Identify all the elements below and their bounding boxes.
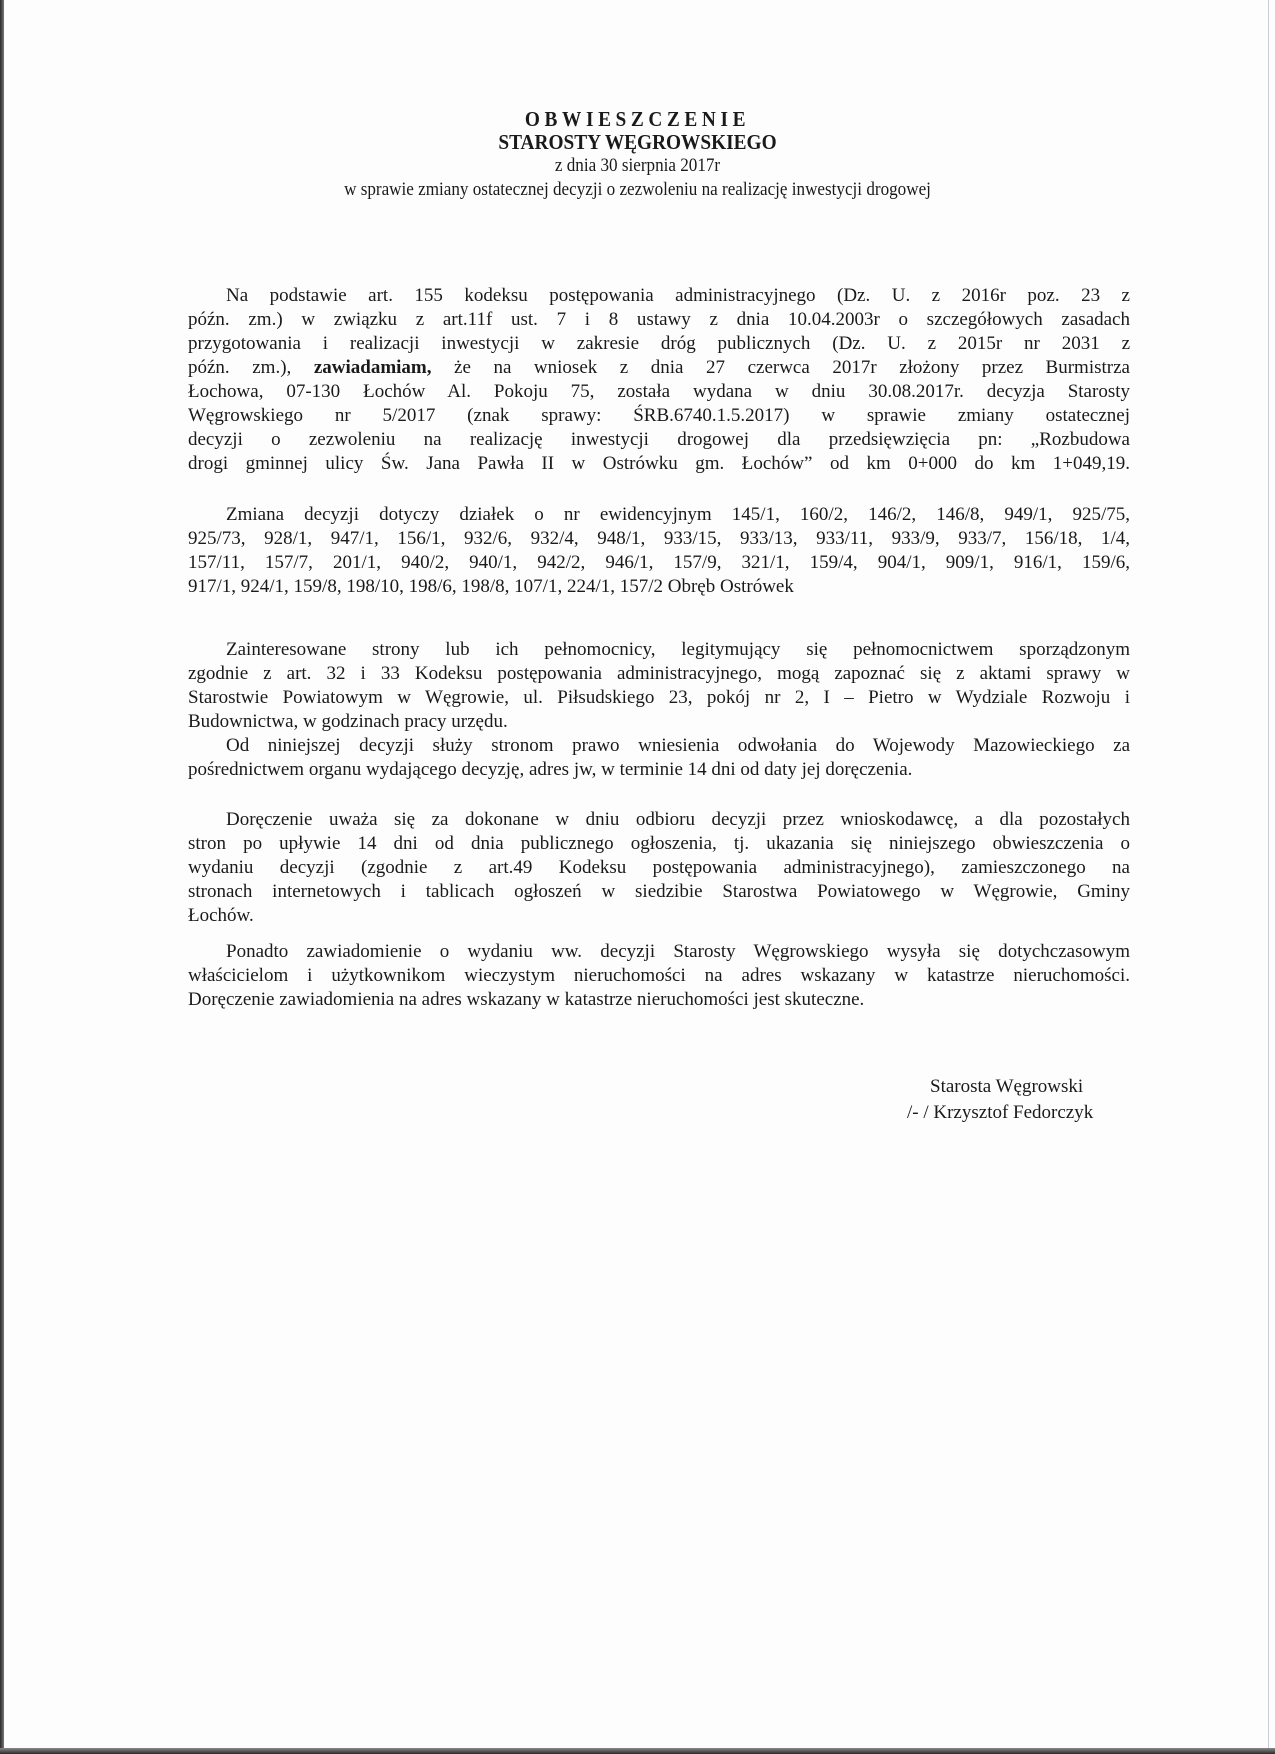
- text-line: 917/1, 924/1, 159/8, 198/10, 198/6, 198/8, 107/1, 224/1, 157/2 Obręb Ostrówek: [188, 576, 794, 597]
- text-line: Starostwie Powiatowym w Węgrowie, ul. Piłsudskiego 23, pokój nr 2, I – Pietro w Wydziale Rozwoju i: [188, 687, 1130, 708]
- text-line: stronach internetowych i tablicach ogłoszeń w siedzibie Starostwa Powiatowego w Węgrowie, Gminy: [188, 881, 1130, 902]
- text-line: 157/11, 157/7, 201/1, 940/2, 940/1, 942/2, 946/1, 157/9, 321/1, 159/4, 904/1, 909/1, 916/1, 159/6,: [188, 552, 1130, 573]
- text-line: Od niniejszej decyzji służy stronom prawo wniesienia odwołania do Wojewody Mazowieckiego za: [226, 735, 1130, 756]
- scan-edge-bottom: [0, 1748, 1275, 1754]
- text-line: Ponadto zawiadomienie o wydaniu ww. decyzji Starosty Węgrowskiego wysyła się dotychczasowym: [226, 941, 1130, 962]
- text-line: drogi gminnej ulicy Św. Jana Pawła II w Ostrówku gm. Łochów” od km 0+000 do km 1+049,19.: [188, 453, 1130, 474]
- text-line: Na podstawie art. 155 kodeksu postępowania administracyjnego (Dz. U. z 2016r poz. 23 z: [226, 285, 1130, 306]
- document-title: OBWIESZCZENIE: [524, 107, 751, 131]
- paragraph-delivery: [188, 808, 1130, 928]
- scan-edge-right: [1268, 0, 1269, 1754]
- text-line: późn. zm.) w związku z art.11f ust. 7 i 8 ustawy z dnia 10.04.2003r o szczegółowych zasadach: [188, 309, 1130, 330]
- bold-notice-word: zawiadamiam,: [313, 357, 432, 378]
- paragraph-appeal: [188, 734, 1130, 782]
- text-line: [188, 356, 1130, 380]
- paragraph-parcels: [188, 503, 1130, 599]
- text-line: Zmiana decyzji dotyczy działek o nr ewidencyjnym 145/1, 160/2, 146/2, 146/8, 949/1, 925/75,: [226, 504, 1130, 525]
- document-issuer: STAROSTY WĘGROWSKIEGO: [498, 130, 777, 154]
- text-line: wydaniu decyzji (zgodnie z art.49 Kodeksu postępowania administracyjnego), zamieszczonego na: [188, 857, 1130, 878]
- text-line: Doręczenie zawiadomienia na adres wskazany w katastrze nieruchomości jest skuteczne.: [188, 989, 865, 1010]
- document-subject: w sprawie zmiany ostatecznej decyzji o zezwoleniu na realizację inwestycji drogowej: [344, 179, 931, 200]
- text-run: późn. zm.),: [188, 357, 314, 378]
- text-line: Węgrowskiego nr 5/2017 (znak sprawy: ŚRB.6740.1.5.2017) w sprawie zmiany ostatecznej: [188, 405, 1130, 426]
- text-line: Zainteresowane strony lub ich pełnomocnicy, legitymujący się pełnomocnictwem sporządzonym: [226, 639, 1130, 660]
- text-line: Budownictwa, w godzinach pracy urzędu.: [188, 711, 508, 732]
- text-line: Łochów.: [188, 905, 254, 926]
- text-line: Łochowa, 07-130 Łochów Al. Pokoju 75, została wydana w dniu 30.08.2017r. decyzja Starosty: [188, 381, 1130, 402]
- text-line: 925/73, 928/1, 947/1, 156/1, 932/6, 932/4, 948/1, 933/15, 933/13, 933/11, 933/9, 933/7, 156/18, 1/4,: [188, 528, 1130, 549]
- document-date: z dnia 30 sierpnia 2017r: [554, 155, 721, 176]
- signature-office: Starosta Węgrowski: [930, 1076, 1084, 1097]
- paragraph-legal-basis: [188, 284, 1130, 476]
- text-line: przygotowania i realizacji inwestycji w zakresie dróg publicznych (Dz. U. z 2015r nr 2031 z: [188, 333, 1130, 354]
- paragraph-notification: [188, 940, 1130, 1012]
- scan-edge-left: [0, 0, 4, 1754]
- signature-name: /- / Krzysztof Fedorczyk: [907, 1102, 1094, 1123]
- text-line: stron po upływie 14 dni od dnia publicznego ogłoszenia, tj. ukazania się niniejszego obwieszczenia o: [188, 833, 1130, 854]
- paragraph-access-files: [188, 638, 1130, 734]
- text-line: Doręczenie uważa się za dokonane w dniu odbioru decyzji przez wnioskodawcę, a dla pozostałych: [226, 809, 1130, 830]
- text-line: pośrednictwem organu wydającego decyzję, adres jw, w terminie 14 dni od daty jej doręczenia.: [188, 759, 913, 780]
- text-line: zgodnie z art. 32 i 33 Kodeksu postępowania administracyjnego, mogą zapoznać się z aktami sprawy w: [188, 663, 1130, 684]
- text-line: właścicielom i użytkownikom wieczystym nieruchomości na adres wskazany w katastrze nieruchomości.: [188, 965, 1130, 986]
- text-run: że na wniosek z dnia 27 czerwca 2017r złożony przez Burmistrza: [431, 357, 1130, 378]
- text-line: decyzji o zezwoleniu na realizację inwestycji drogowej dla przedsięwzięcia pn: „Rozbudowa: [188, 429, 1130, 450]
